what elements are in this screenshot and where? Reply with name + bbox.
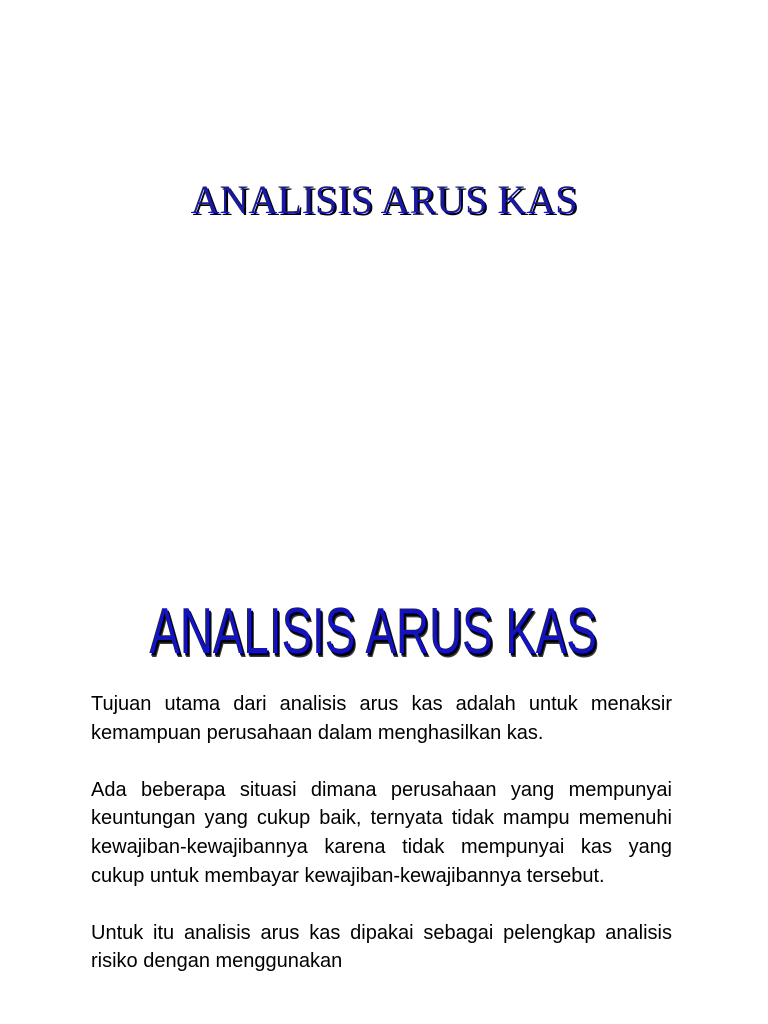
paragraph-purpose: Tujuan utama dari analisis arus kas adalah untuk menaksir kemampuan perusahaan dalam menghasilkan kas. bbox=[91, 693, 672, 744]
paragraph-situation: Ada beberapa situasi dimana perusahaan yang mempunyai keuntungan yang cukup baik, ternyata tidak mampu memenuhi kewajiban-kewajibannya karena tidak mempunyai kas yang cukup untuk membayar kewajiban-kewajibannya tersebut. bbox=[91, 778, 672, 887]
slide-title: ANALISIS ARUS KAS bbox=[190, 177, 578, 222]
wordart-heading: ANALISIS ARUS KAS bbox=[149, 595, 597, 668]
paragraph-usage: Untuk itu analisis arus kas dipakai sebagai pelengkap analisis risiko dengan menggunakan bbox=[91, 921, 672, 973]
body-text bbox=[91, 690, 672, 1005]
